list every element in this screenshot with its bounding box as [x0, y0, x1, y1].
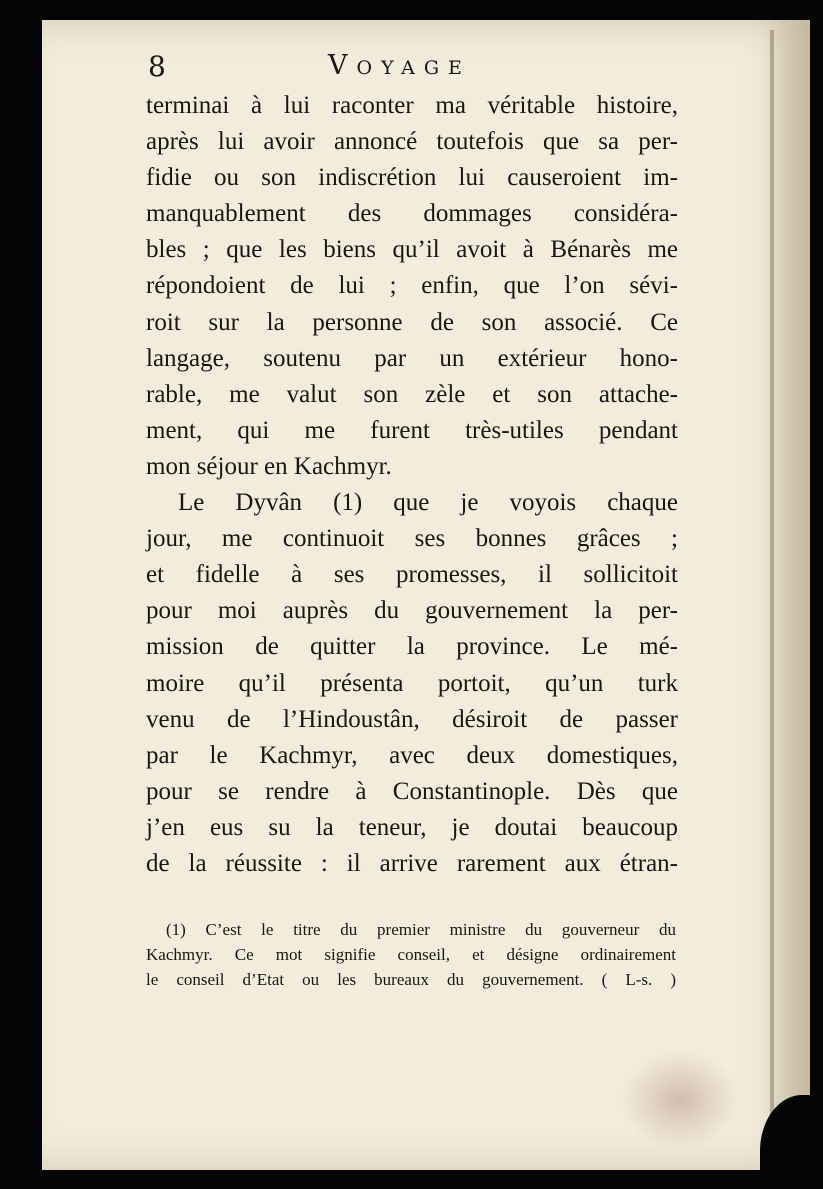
text-line: pour se rendre à Constantinople. Dès que: [146, 777, 678, 805]
text-line: rable, me valut son zèle et son attache-: [146, 380, 678, 408]
text-line: jour, me continuoit ses bonnes grâces ;: [146, 525, 678, 553]
text-line: mission de quitter la province. Le mé-: [146, 633, 678, 661]
binding-fold: [770, 30, 774, 1140]
footnote: [146, 917, 676, 992]
text-line: de la réussite : il arrive rarement aux étran-: [146, 849, 678, 877]
text-line: terminai à lui raconter ma véritable histoire,: [146, 92, 678, 119]
page-shadow: [760, 20, 810, 1170]
text-line: bles ; que les biens qu’il avoit à Bénarès me: [146, 236, 678, 264]
text-line: j’en eus su la teneur, je doutai beaucoup: [146, 813, 678, 841]
page-number: 8: [148, 50, 166, 83]
text-line: après lui avoir annoncé toutefois que sa per-: [146, 128, 678, 156]
running-head-title: Voyage: [328, 50, 471, 81]
text-line: moire qu’il présenta portoit, qu’un turk: [146, 669, 678, 697]
paper-stain: [620, 1050, 740, 1150]
text-line: venu de l’Hindoustân, désiroit de passer: [146, 705, 678, 733]
text-line: mon séjour en Kachmyr.: [146, 452, 392, 480]
running-head: [148, 48, 678, 88]
footnote-line: (1) C’est le titre du premier ministre du gouverneur du: [166, 920, 676, 939]
text-line: pour moi auprès du gouvernement la per-: [146, 597, 678, 625]
text-line: ment, qui me furent très-utiles pendant: [146, 416, 678, 444]
text-line: fidie ou son indiscrétion lui causeroient im-: [146, 164, 678, 192]
footnote-line: le conseil d’Etat ou les bureaux du gouvernement. ( L-s. ): [146, 970, 676, 989]
text-line: roit sur la personne de son associé. Ce: [146, 308, 678, 336]
body-text: [146, 88, 678, 882]
text-line: manquablement des dommages considéra-: [146, 200, 678, 228]
text-line: Le Dyvân (1) que je voyois chaque: [178, 489, 678, 517]
text-line: répondoient de lui ; enfin, que l’on sévi-: [146, 272, 678, 300]
text-line: langage, soutenu par un extérieur hono-: [146, 344, 678, 372]
footnote-line: Kachmyr. Ce mot signifie conseil, et désigne ordinairement: [146, 945, 676, 964]
text-line: par le Kachmyr, avec deux domestiques,: [146, 741, 678, 769]
text-line: et fidelle à ses promesses, il sollicitoit: [146, 561, 678, 589]
